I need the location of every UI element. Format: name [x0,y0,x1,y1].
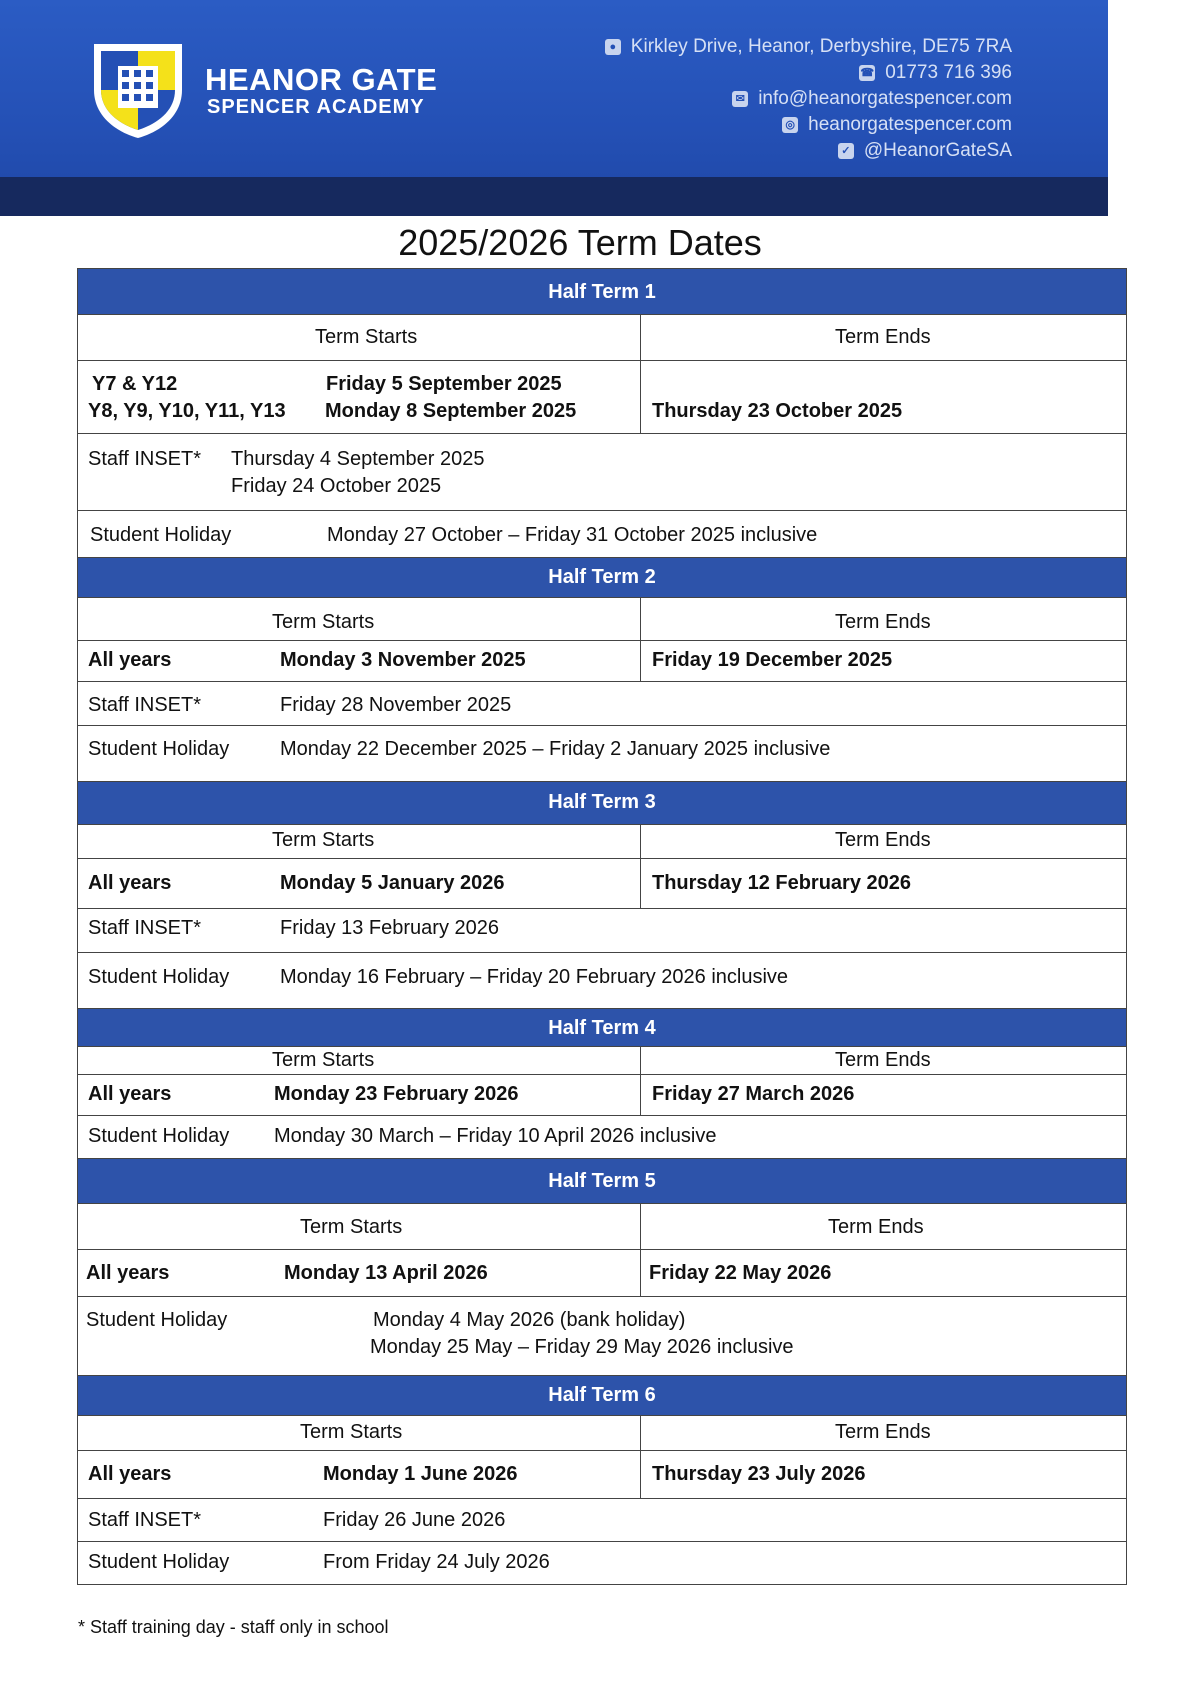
half-term-1-inset [78,434,1126,511]
half-term-4-dates [78,1075,1126,1116]
inset-label: Staff INSET* [88,917,202,939]
start-date: Monday 3 November 2025 [280,649,526,671]
start-date: Monday 1 June 2026 [323,1463,518,1485]
half-term-6-holiday [78,1542,1126,1585]
term-ends-label: Term Ends [835,829,931,851]
email-line[interactable] [605,86,1012,112]
holiday-label: Student Holiday [88,966,230,988]
half-term-1-holiday [78,511,1126,558]
inset-date-1: Thursday 4 September 2025 [231,448,485,470]
year-group: All years [88,649,172,671]
holiday-label: Student Holiday [88,738,230,760]
start-date: Monday 13 April 2026 [284,1262,488,1284]
holiday-label: Student Holiday [88,1551,230,1573]
half-term-2-inset [78,682,1126,726]
half-term-1-heading: Half Term 1 [78,269,1126,315]
holiday-dates: Monday 22 December 2025 – Friday 2 January 2025 inclusive [280,738,831,760]
year-group: All years [88,1463,172,1485]
web-icon: ◎ [782,117,798,133]
holiday-dates: Monday 30 March – Friday 10 April 2026 inclusive [274,1125,717,1147]
school-crest-icon [86,38,190,142]
start-date-a: Friday 5 September 2025 [326,373,562,395]
end-date: Friday 27 March 2026 [652,1083,855,1105]
school-subtitle: SPENCER ACADEMY [207,96,425,118]
term-ends-label: Term Ends [835,1421,931,1443]
half-term-6-heading: Half Term 6 [78,1376,1126,1416]
half-term-5-holiday [78,1297,1126,1376]
start-date-b: Monday 8 September 2025 [325,400,577,422]
location-icon: ● [605,39,621,55]
phone-icon: ☎ [860,66,875,79]
term-ends-label: Term Ends [828,1216,924,1238]
half-term-3-inset [78,909,1126,953]
half-term-6-inset [78,1499,1126,1542]
holiday-label: Student Holiday [86,1309,228,1331]
phone-text[interactable]: 01773 716 396 [885,62,1012,83]
term-ends-label: Term Ends [835,326,931,348]
term-starts-label: Term Starts [272,829,375,851]
half-term-3-holiday [78,953,1126,1009]
year-group: All years [88,1083,172,1105]
half-term-3-columns [78,825,1126,859]
half-term-1-columns [78,315,1126,361]
inset-date: Friday 28 November 2025 [280,694,512,716]
inset-label: Staff INSET* [88,1509,202,1531]
term-starts-label: Term Starts [272,1049,375,1071]
inset-label: Staff INSET* [88,694,202,716]
term-starts-label: Term Starts [300,1421,403,1443]
half-term-3-dates [78,859,1126,909]
holiday-dates: Monday 27 October – Friday 31 October 2025 inclusive [327,524,818,546]
term-ends-label: Term Ends [835,611,931,633]
end-date: Thursday 23 October 2025 [652,400,903,422]
school-name: HEANOR GATE [205,62,438,97]
twitter-icon: ✓ [838,143,854,159]
start-date: Monday 23 February 2026 [274,1083,519,1105]
twitter-line[interactable] [605,138,1012,164]
half-term-5-heading: Half Term 5 [78,1159,1126,1204]
holiday-label: Student Holiday [90,524,232,546]
half-term-3-heading: Half Term 3 [78,782,1126,825]
year-group: All years [88,872,172,894]
end-date: Friday 19 December 2025 [652,649,893,671]
half-term-5-columns [78,1204,1126,1250]
twitter-link[interactable]: @HeanorGateSA [863,140,1012,161]
inset-date: Friday 13 February 2026 [280,917,500,939]
term-starts-label: Term Starts [315,326,418,348]
half-term-5-dates [78,1250,1126,1297]
term-ends-label: Term Ends [835,1049,931,1071]
email-link[interactable]: info@heanorgatespencer.com [758,88,1012,109]
address-text: Kirkley Drive, Heanor, Derbyshire, DE75 7RA [630,36,1012,57]
holiday-dates: From Friday 24 July 2026 [323,1551,550,1573]
half-term-2-heading: Half Term 2 [78,558,1126,598]
website-link[interactable]: heanorgatespencer.com [808,114,1012,135]
half-term-2-holiday [78,726,1126,782]
address-line [605,34,1012,60]
header-banner [0,0,1108,216]
inset-label: Staff INSET* [88,448,202,470]
website-line[interactable] [605,112,1012,138]
half-term-4-holiday [78,1116,1126,1159]
email-icon: ✉ [732,91,748,107]
start-date: Monday 5 January 2026 [280,872,505,894]
phone-line[interactable] [605,60,1012,86]
term-starts-label: Term Starts [300,1216,403,1238]
half-term-1-dates [78,361,1126,434]
year-group: All years [86,1262,170,1284]
holiday-line-2: Monday 25 May – Friday 29 May 2026 inclusive [370,1336,794,1358]
end-date: Thursday 23 July 2026 [652,1463,866,1485]
term-starts-label: Term Starts [272,611,375,633]
half-term-4-heading: Half Term 4 [78,1009,1126,1047]
half-term-6-columns [78,1416,1126,1451]
half-term-2-dates [78,641,1126,682]
holiday-line-1: Monday 4 May 2026 (bank holiday) [373,1309,686,1331]
banner-strip [0,177,1108,216]
half-term-2-columns [78,598,1126,641]
footnote: * Staff training day - staff only in school [78,1617,389,1637]
page-title: 2025/2026 Term Dates [398,222,762,263]
term-dates-table [77,268,1127,1585]
year-group-a: Y7 & Y12 [92,373,178,395]
half-term-4-columns [78,1047,1126,1075]
inset-date: Friday 26 June 2026 [323,1509,506,1531]
half-term-6-dates [78,1451,1126,1499]
end-date: Friday 22 May 2026 [649,1262,832,1284]
year-group-b: Y8, Y9, Y10, Y11, Y13 [88,400,286,422]
holiday-dates: Monday 16 February – Friday 20 February 2026 inclusive [280,966,789,988]
end-date: Thursday 12 February 2026 [652,872,912,894]
holiday-label: Student Holiday [88,1125,230,1147]
contact-block [605,34,1012,164]
inset-date-2: Friday 24 October 2025 [231,475,442,497]
